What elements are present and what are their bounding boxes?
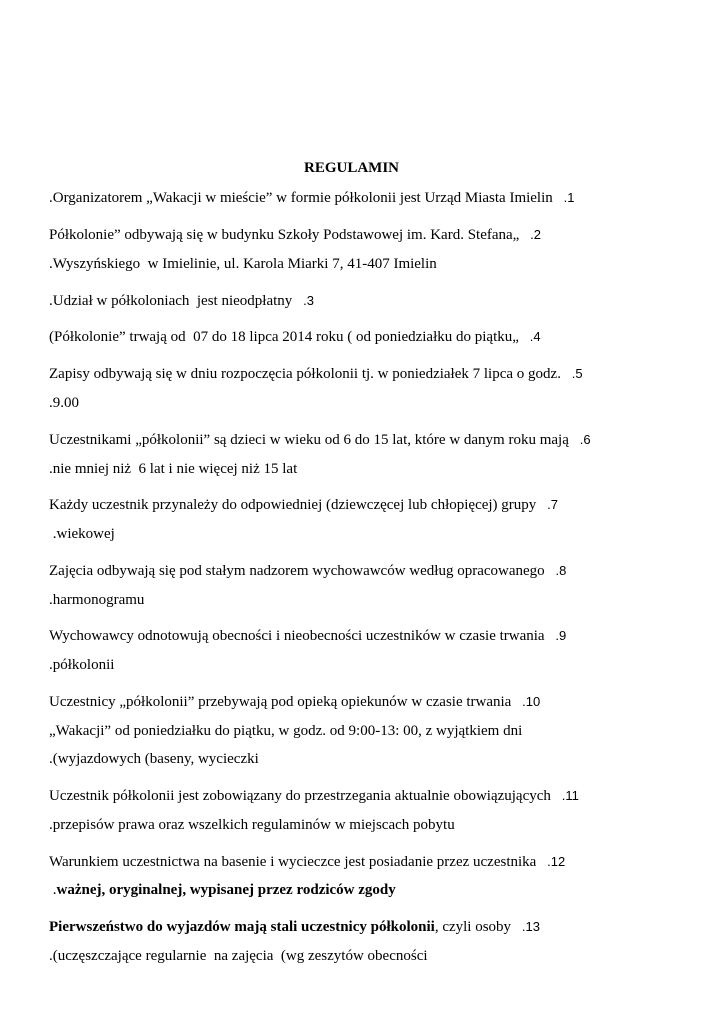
line-text: Warunkiem uczestnictwa na basenie i wycieczce jest posiadanie przez uczestnika xyxy=(49,854,537,870)
regulation-line xyxy=(49,190,574,207)
regulation-line xyxy=(49,227,541,244)
item-number: .11 xyxy=(550,788,579,803)
line-text: Każdy uczestnik przynależy do odpowiedniej (dziewczęcej lub chłopięcej) grupy xyxy=(49,497,537,513)
regulation-line xyxy=(49,948,428,965)
item-number: .13 xyxy=(511,919,540,934)
item-number: .3 xyxy=(292,293,314,308)
item-number: .1 xyxy=(552,190,575,205)
item-number: .6 xyxy=(568,432,591,447)
line-text: .(wyjazdowych (baseny, wycieczki xyxy=(49,751,259,767)
line-text: .Udział w półkoloniach jest nieodpłatny xyxy=(49,293,293,309)
regulation-line xyxy=(49,788,579,805)
line-text: Wychowawcy odnotowują obecności i nieobecności uczestników w czasie trwania xyxy=(49,628,545,644)
regulation-line xyxy=(49,751,259,768)
line-text: Uczestnik półkolonii jest zobowiązany do przestrzegania aktualnie obowiązujących xyxy=(49,788,551,804)
regulation-line xyxy=(49,256,437,273)
line-text: Zapisy odbywają się w dniu rozpoczęcia półkolonii tj. w poniedziałek 7 lipca o godz. xyxy=(49,366,561,382)
item-number: .10 xyxy=(511,694,541,709)
regulation-line xyxy=(49,366,583,383)
regulation-line xyxy=(49,329,541,346)
regulation-line xyxy=(49,723,522,740)
item-number: .7 xyxy=(536,497,558,512)
item-number: .9 xyxy=(544,628,567,643)
regulation-line xyxy=(49,461,297,478)
item-number: .8 xyxy=(544,563,567,578)
line-text: .Wyszyńskiego w Imielinie, ul. Karola Miarki 7, 41-407 Imielin xyxy=(49,256,437,272)
line-text: .harmonogramu xyxy=(49,592,145,608)
item-number: .12 xyxy=(536,854,566,869)
item-number: .5 xyxy=(560,366,583,381)
line-text: Uczestnikami „półkolonii” są dzieci w wieku od 6 do 15 lat, które w danym roku mają xyxy=(49,432,569,448)
line-text: .9.00 xyxy=(49,395,79,411)
regulation-line xyxy=(49,432,591,449)
regulation-line xyxy=(49,592,144,609)
regulation-line xyxy=(49,563,566,580)
line-text: .(uczęszczające regularnie na zajęcia (wg zeszytów obecności xyxy=(49,948,428,964)
item-number: .4 xyxy=(518,329,541,344)
line-text: Półkolonie” odbywają się w budynku Szkoły Podstawowej im. Kard. Stefana„ xyxy=(49,227,520,243)
regulation-line xyxy=(49,395,79,412)
line-text: .wiekowej xyxy=(49,526,115,542)
line-text: .Organizatorem „Wakacji w mieście” w formie półkolonii jest Urząd Miasta Imielin xyxy=(49,190,553,206)
line-text: ważnej, oryginalnej, wypisanej przez rodziców zgody xyxy=(56,882,396,898)
line-text: (Półkolonie” trwają od 07 do 18 lipca 2014 roku ( od poniedziałku do piątku„ xyxy=(49,329,519,345)
line-text: Pierwszeństwo do wyjazdów mają stali uczestnicy półkolonii xyxy=(49,919,435,935)
line-text: Uczestnicy „półkolonii” przebywają pod opieką opiekunów w czasie trwania xyxy=(49,694,512,710)
line-text: .nie mniej niż 6 lat i nie więcej niż 15 lat xyxy=(49,461,298,477)
regulation-line xyxy=(49,817,455,834)
line-text: .półkolonii xyxy=(49,657,115,673)
regulation-line xyxy=(49,657,114,674)
document-title: REGULAMIN xyxy=(303,160,399,176)
regulation-line xyxy=(49,854,565,871)
line-text: .przepisów prawa oraz wszelkich regulaminów w miejscach pobytu xyxy=(49,817,455,833)
line-text: „Wakacji” od poniedziałku do piątku, w godz. od 9:00-13: 00, z wyjątkiem dni xyxy=(49,723,523,739)
regulation-line xyxy=(49,526,115,543)
regulation-line xyxy=(49,919,540,936)
regulation-line xyxy=(49,628,566,645)
regulation-line xyxy=(49,293,314,310)
line-text: . xyxy=(49,882,57,898)
item-number: .2 xyxy=(519,227,542,242)
line-text: , czyli osoby xyxy=(434,919,512,935)
regulation-line xyxy=(49,497,558,514)
regulation-line xyxy=(49,694,540,711)
line-text: Zajęcia odbywają się pod stałym nadzorem wychowawców według opracowanego xyxy=(49,563,545,579)
regulation-line xyxy=(49,882,396,899)
